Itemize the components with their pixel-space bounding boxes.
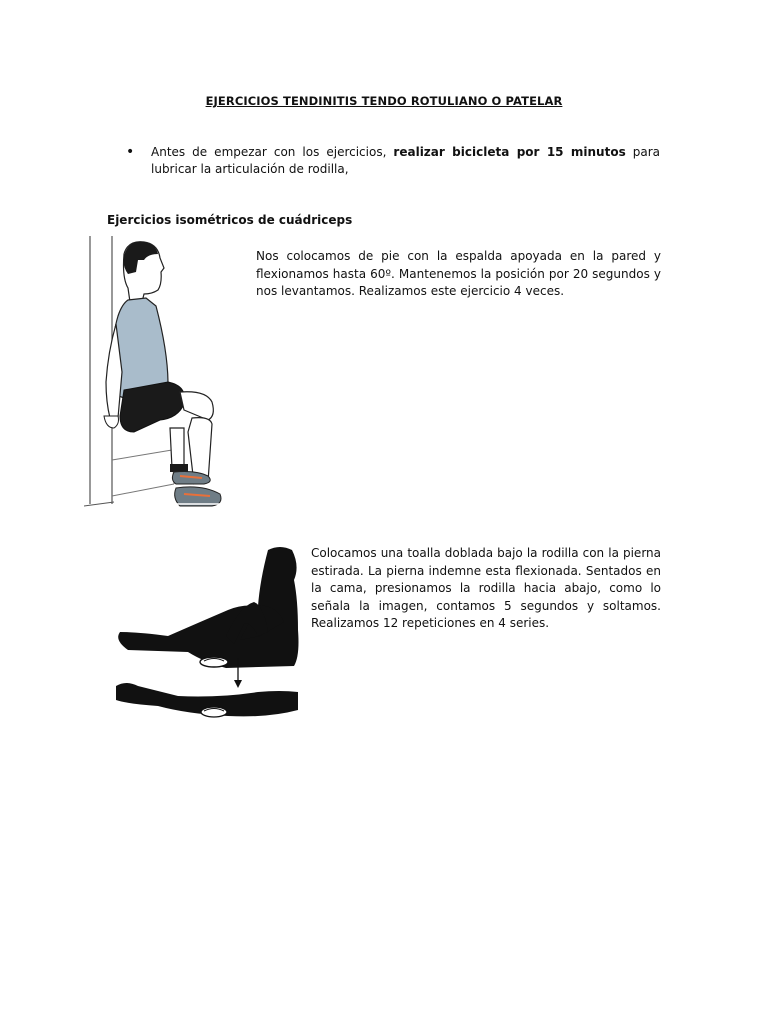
exercise-2-text: Colocamos una toalla doblada bajo la rodilla con la pierna estirada. La pierna indemne esta flexionada. Sentados en la cama, presionamos la rodilla hacia abajo, como lo señala la imagen, contamos 5 segundos y soltamos. Realizamos 12 repeticiones en 4 series. [311, 546, 661, 630]
bullet-text-after: para lubricar la articulación de rodilla, [151, 145, 661, 176]
bullet-text [151, 144, 660, 178]
towel-press-illustration [108, 540, 302, 720]
bullet-text-before: Antes de empezar con los ejercicios, [151, 145, 394, 159]
shorts-shape [120, 382, 185, 432]
section-heading: Ejercicios isométricos de cuádriceps [107, 213, 353, 227]
exercise-1-text: Nos colocamos de pie con la espalda apoyada en la pared y flexionamos hasta 60º. Mantenemos la posición por 20 segundos y nos levantamos. Realizamos este ejercicio 4 veces. [256, 249, 661, 298]
wall-squat-illustration [84, 232, 244, 512]
bullet-text-bold: realizar bicicleta por 15 minutos [393, 145, 626, 159]
bullet-dot-icon: • [126, 144, 135, 160]
document-title: EJERCICIOS TENDINITIS TENDO ROTULIANO O PATELAR [205, 94, 563, 108]
